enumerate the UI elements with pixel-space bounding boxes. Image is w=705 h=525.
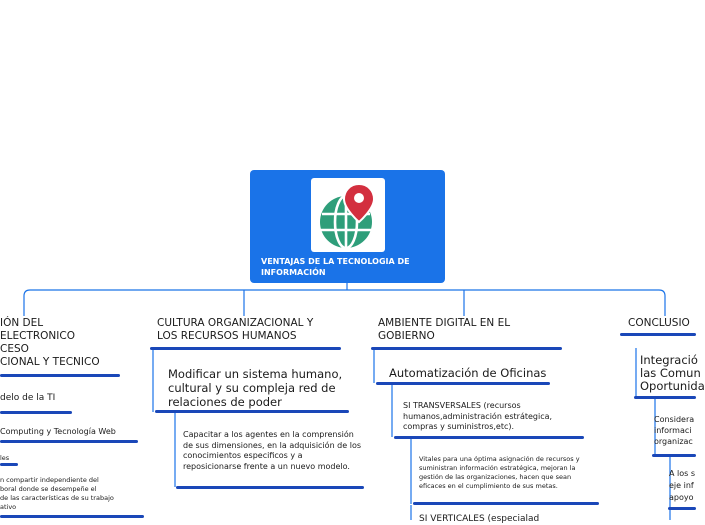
digital-title: AMBIENTE DIGITAL EN EL GOBIERNO <box>378 317 511 342</box>
conclusion-grandchild-line[interactable]: informaci <box>654 426 692 435</box>
conclusion-detail-line[interactable]: A los s <box>669 469 696 478</box>
conclusion-child-underline <box>634 396 696 399</box>
digital-child-underline <box>376 382 550 385</box>
left-child-2[interactable]: Computing y Tecnología Web <box>0 427 116 436</box>
left-child-4-line: de las características de su trabajo <box>0 494 114 502</box>
left-title-line: CESO <box>0 343 29 355</box>
conclusion-detail-line[interactable]: apoyo <box>669 493 694 502</box>
conclusion-detail-underline <box>668 507 696 510</box>
digital-detail[interactable]: Vitales para una óptima asignación de recursos y suministran información estratégica, mejoran la gestión de las organizaciones, hacen que sean eficaces en el cumplimiento de sus metas. <box>419 455 580 490</box>
culture-title: CULTURA ORGANIZACIONAL Y LOS RECURSOS HUMANOS <box>157 317 314 342</box>
globe-location-pin-icon <box>311 178 385 252</box>
left-title-line: IÓN DEL <box>0 317 44 329</box>
conclusion-child-line[interactable]: Oportunida <box>640 379 705 393</box>
left-child-1[interactable]: delo de la TI <box>0 393 56 403</box>
culture-child-underline <box>155 410 349 413</box>
digital-detail-underline <box>413 502 599 505</box>
left-child-4-line: n compartir independiente del <box>0 476 99 484</box>
conclusion-child-line[interactable]: Integració <box>640 353 698 367</box>
conclusion-title-underline <box>620 333 696 336</box>
left-child-2-underline <box>0 440 138 443</box>
digital-next-item[interactable]: SI VERTICALES (especialad <box>419 514 540 524</box>
left-child-3[interactable]: les <box>0 454 10 462</box>
digital-child[interactable]: Automatización de Oficinas <box>389 366 547 380</box>
conclusion-detail-line[interactable]: eje inf <box>669 481 694 490</box>
conclusion-grandchild-underline <box>652 454 696 457</box>
left-child-1-underline <box>0 411 72 414</box>
root-image <box>311 178 385 252</box>
left-title-line: CIONAL Y TECNICO <box>0 356 100 368</box>
culture-grandchild-underline <box>176 486 364 489</box>
left-child-4-underline <box>0 515 144 518</box>
digital-grandchild-underline <box>394 436 584 439</box>
left-child-3-underline <box>0 463 18 466</box>
conclusion-title: CONCLUSIO <box>628 317 690 329</box>
left-title-line: ELECTRONICO <box>0 330 75 342</box>
root-title: VENTAJAS DE LA TECNOLOGIA DE INFORMACIÓN <box>261 257 410 277</box>
culture-title-underline <box>150 347 341 350</box>
digital-title-underline <box>371 347 562 350</box>
left-child-4-line: ativo <box>0 503 17 511</box>
left-child-4-line: boral donde se desempeñe el <box>0 485 97 493</box>
root-topic[interactable] <box>250 170 445 283</box>
conclusion-grandchild-line[interactable]: Considera <box>654 415 695 424</box>
culture-child[interactable]: Modificar un sistema humano, cultural y su compleja red de relaciones de poder <box>168 367 343 409</box>
conclusion-child-line[interactable]: las Comun <box>640 366 701 380</box>
conclusion-grandchild-line[interactable]: organizac <box>654 437 693 446</box>
left-title-underline <box>0 374 120 377</box>
culture-grandchild[interactable]: Capacitar a los agentes en la comprensión de sus dimensiones, en la adquisición de los conocimientos especificos y a reposicionarse frente a un nuevo modelo. <box>183 430 362 471</box>
digital-grandchild[interactable]: SI TRANSVERSALES (recursos humanos,administración estrátegica, compras y suministros,etc). <box>403 401 553 431</box>
